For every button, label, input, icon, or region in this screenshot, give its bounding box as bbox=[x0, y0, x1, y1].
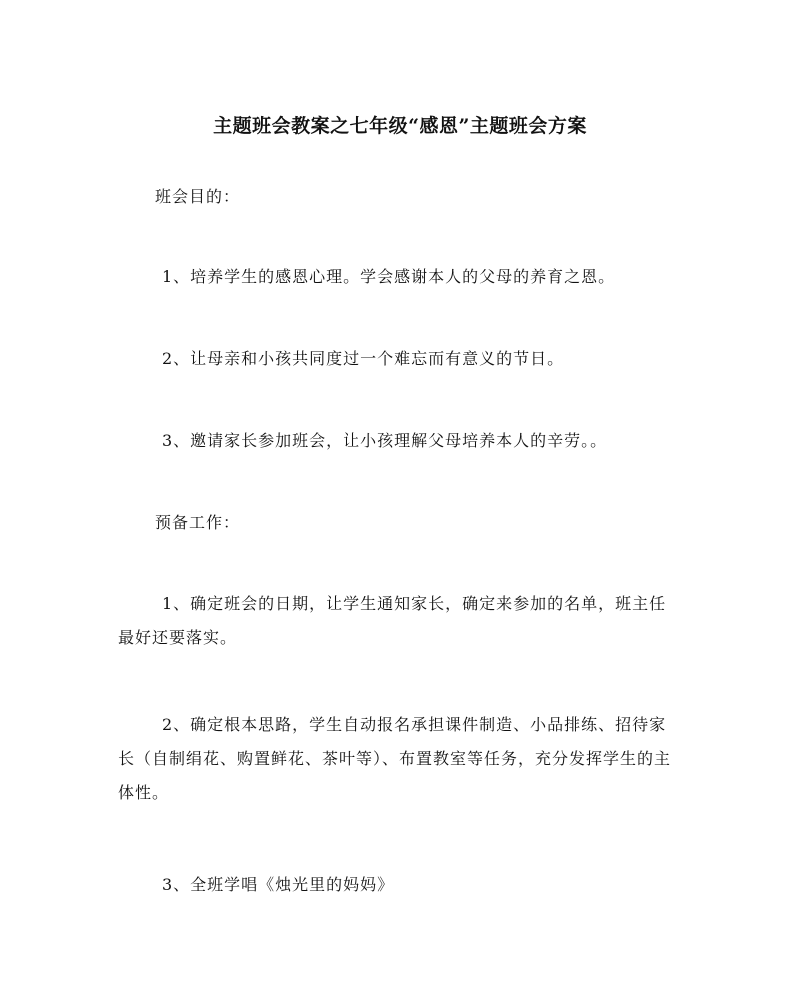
preparation-item-2: 2、确定根本思路，学生自动报名承担课件制造、小品排练、招待家长（自制绢花、购置鲜花、茶叶等）、布置教室等任务，充分发挥学生的主体性。 bbox=[118, 715, 672, 802]
purpose-item-2: 2、让母亲和小孩共同度过一个难忘而有意义的节日。 bbox=[162, 349, 565, 368]
purpose-item-3: 3、邀请家长参加班会，让小孩理解父母培养本人的辛劳。。 bbox=[162, 431, 608, 450]
section-heading-purpose: 班会目的： bbox=[155, 187, 241, 206]
preparation-item-1: 1、确定班会的日期，让学生通知家长，确定来参加的名单，班主任最好还要落实。 bbox=[118, 594, 667, 647]
document-title: 主题班会教案之七年级“感恩”主题班会方案 bbox=[213, 115, 587, 137]
section-heading-preparation: 预备工作： bbox=[155, 513, 241, 532]
preparation-item-3: 3、全班学唱《烛光里的妈妈》 bbox=[162, 875, 395, 894]
purpose-item-1: 1、培养学生的感恩心理。学会感谢本人的父母的养育之恩。 bbox=[162, 267, 616, 286]
